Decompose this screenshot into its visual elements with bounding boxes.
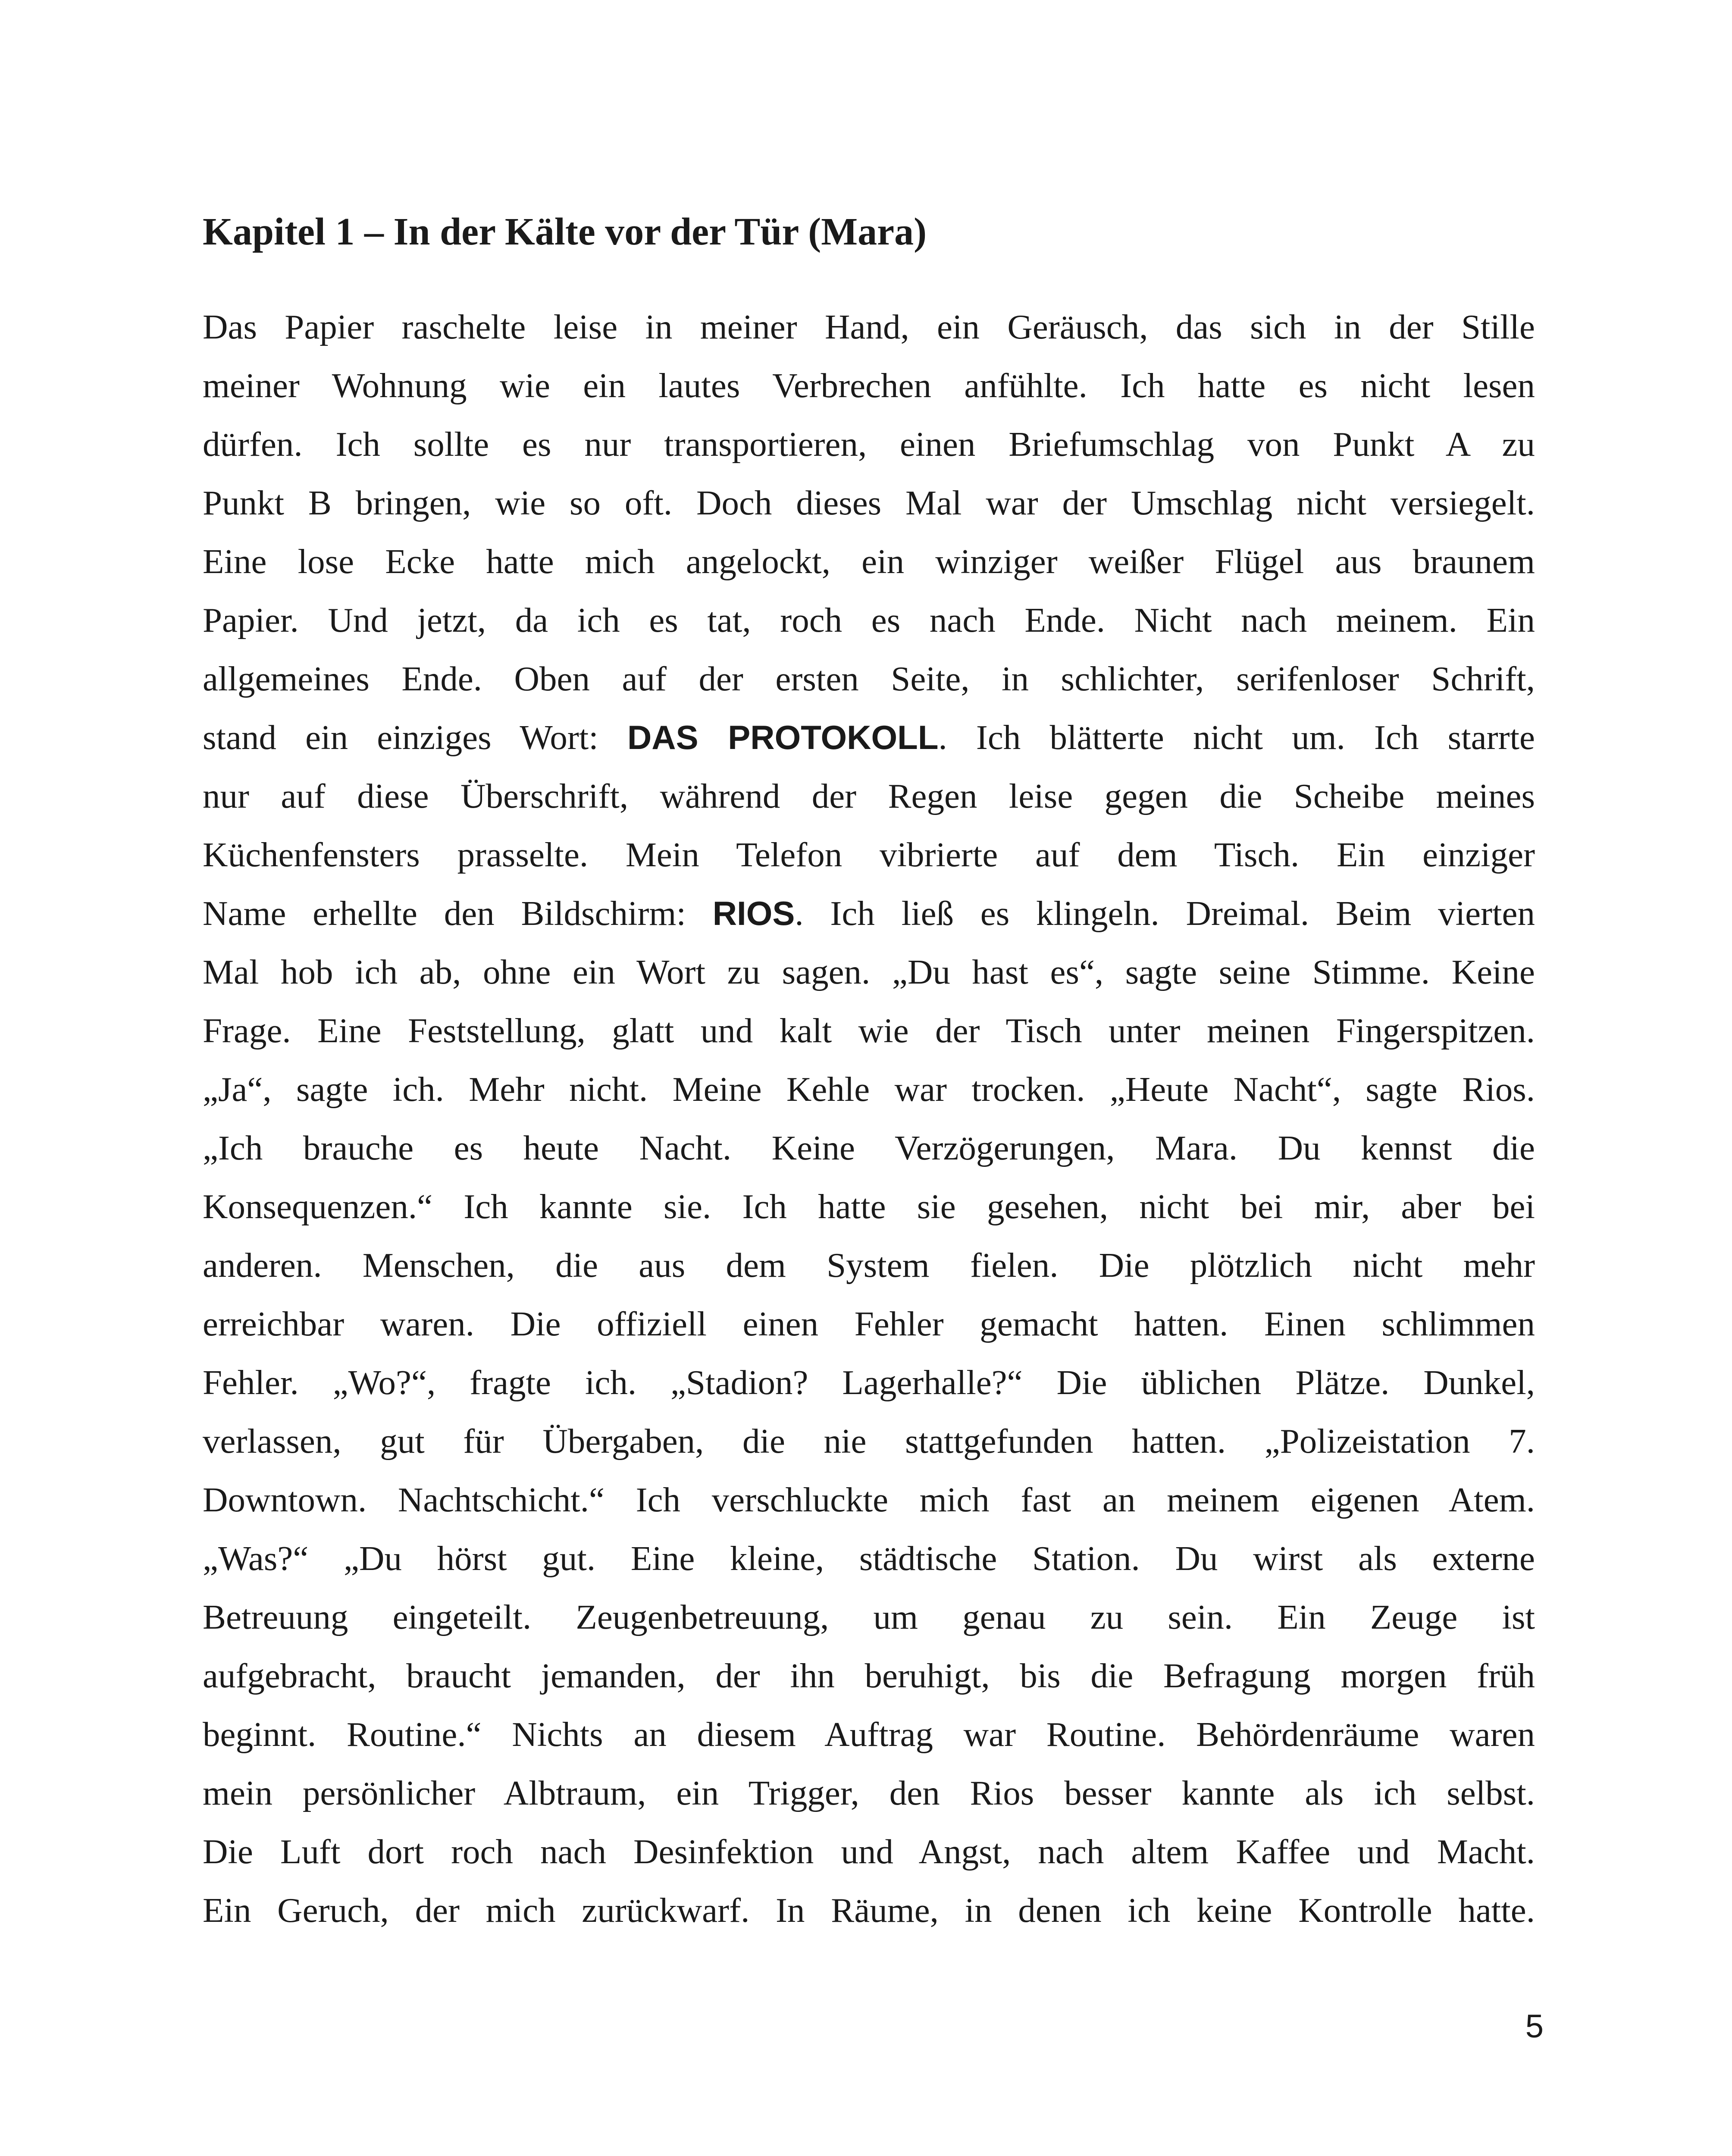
text-line: Papier. Und jetzt, da ich es tat, roch es nach Ende. Nicht nach meinem. Ein xyxy=(203,601,1535,639)
chapter-heading: Kapitel 1 – In der Kälte vor der Tür (Mara) xyxy=(203,210,927,253)
emphasized-title: DAS PROTOKOLL xyxy=(627,718,939,756)
text-line: Betreuung eingeteilt. Zeugenbetreuung, um genau zu sein. Ein Zeuge ist xyxy=(203,1598,1535,1636)
text-fragment: Name erhellte den Bildschirm: xyxy=(203,894,713,933)
text-line: Ein Geruch, der mich zurückwarf. In Räume, in denen ich keine Kontrolle hatte. xyxy=(203,1891,1535,1930)
text-line: Küchenfensters prasselte. Mein Telefon vibrierte auf dem Tisch. Ein einziger xyxy=(203,835,1535,874)
text-line: mein persönlicher Albtraum, ein Trigger, den Rios besser kannte als ich selbst. xyxy=(203,1774,1535,1812)
emphasized-name: RIOS xyxy=(712,894,795,932)
text-line: meiner Wohnung wie ein lautes Verbrechen anfühlte. Ich hatte es nicht lesen xyxy=(203,366,1535,405)
text-line: Das Papier raschelte leise in meiner Hand, ein Geräusch, das sich in der Stille xyxy=(203,307,1535,346)
text-line: aufgebracht, braucht jemanden, der ihn beruhigt, bis die Befragung morgen früh xyxy=(203,1656,1535,1695)
text-line: Frage. Eine Feststellung, glatt und kalt wie der Tisch unter meinen Fingerspitzen. xyxy=(203,1011,1535,1050)
text-line: nur auf diese Überschrift, während der Regen leise gegen die Scheibe meines xyxy=(203,777,1535,815)
text-line: „Was?“ „Du hörst gut. Eine kleine, städtische Station. Du wirst als externe xyxy=(203,1539,1535,1578)
text-line: Mal hob ich ab, ohne ein Wort zu sagen. „Du hast es“, sagte seine Stimme. Keine xyxy=(203,953,1535,991)
text-line: verlassen, gut für Übergaben, die nie stattgefunden hatten. „Polizeistation 7. xyxy=(203,1422,1535,1460)
text-line: beginnt. Routine.“ Nichts an diesem Auftrag war Routine. Behördenräume waren xyxy=(203,1715,1535,1754)
text-line: allgemeines Ende. Oben auf der ersten Seite, in schlichter, serifenloser Schrift, xyxy=(203,659,1535,698)
text-fragment: stand ein einziges Wort: xyxy=(203,718,627,757)
text-line: Konsequenzen.“ Ich kannte sie. Ich hatte sie gesehen, nicht bei mir, aber bei xyxy=(203,1187,1535,1226)
text-fragment: . Ich blätterte nicht um. Ich starrte xyxy=(938,718,1535,757)
text-line: „Ja“, sagte ich. Mehr nicht. Meine Kehle war trocken. „Heute Nacht“, sagte Rios. xyxy=(203,1070,1535,1109)
text-line: Downtown. Nachtschicht.“ Ich verschluckte mich fast an meinem eigenen Atem. xyxy=(203,1480,1535,1519)
text-line: „Ich brauche es heute Nacht. Keine Verzögerungen, Mara. Du kennst die xyxy=(203,1128,1535,1167)
text-line: Eine lose Ecke hatte mich angelockt, ein winziger weißer Flügel aus braunem xyxy=(203,542,1535,581)
text-line: Die Luft dort roch nach Desinfektion und Angst, nach altem Kaffee und Macht. xyxy=(203,1832,1535,1871)
text-line-with-emphasis xyxy=(203,708,1535,767)
text-line-with-emphasis xyxy=(203,884,1535,943)
page-number: 5 xyxy=(1525,2008,1544,2045)
text-line: Fehler. „Wo?“, fragte ich. „Stadion? Lagerhalle?“ Die üblichen Plätze. Dunkel, xyxy=(203,1363,1535,1402)
text-line: Punkt B bringen, wie so oft. Doch dieses Mal war der Umschlag nicht versiegelt. xyxy=(203,483,1535,522)
body-paragraph xyxy=(203,298,1535,1940)
text-line: erreichbar waren. Die offiziell einen Fehler gemacht hatten. Einen schlimmen xyxy=(203,1304,1535,1343)
text-fragment: . Ich ließ es klingeln. Dreimal. Beim vierten xyxy=(795,894,1535,933)
text-line: dürfen. Ich sollte es nur transportieren, einen Briefumschlag von Punkt A zu xyxy=(203,425,1535,464)
text-line: anderen. Menschen, die aus dem System fielen. Die plötzlich nicht mehr xyxy=(203,1246,1535,1285)
